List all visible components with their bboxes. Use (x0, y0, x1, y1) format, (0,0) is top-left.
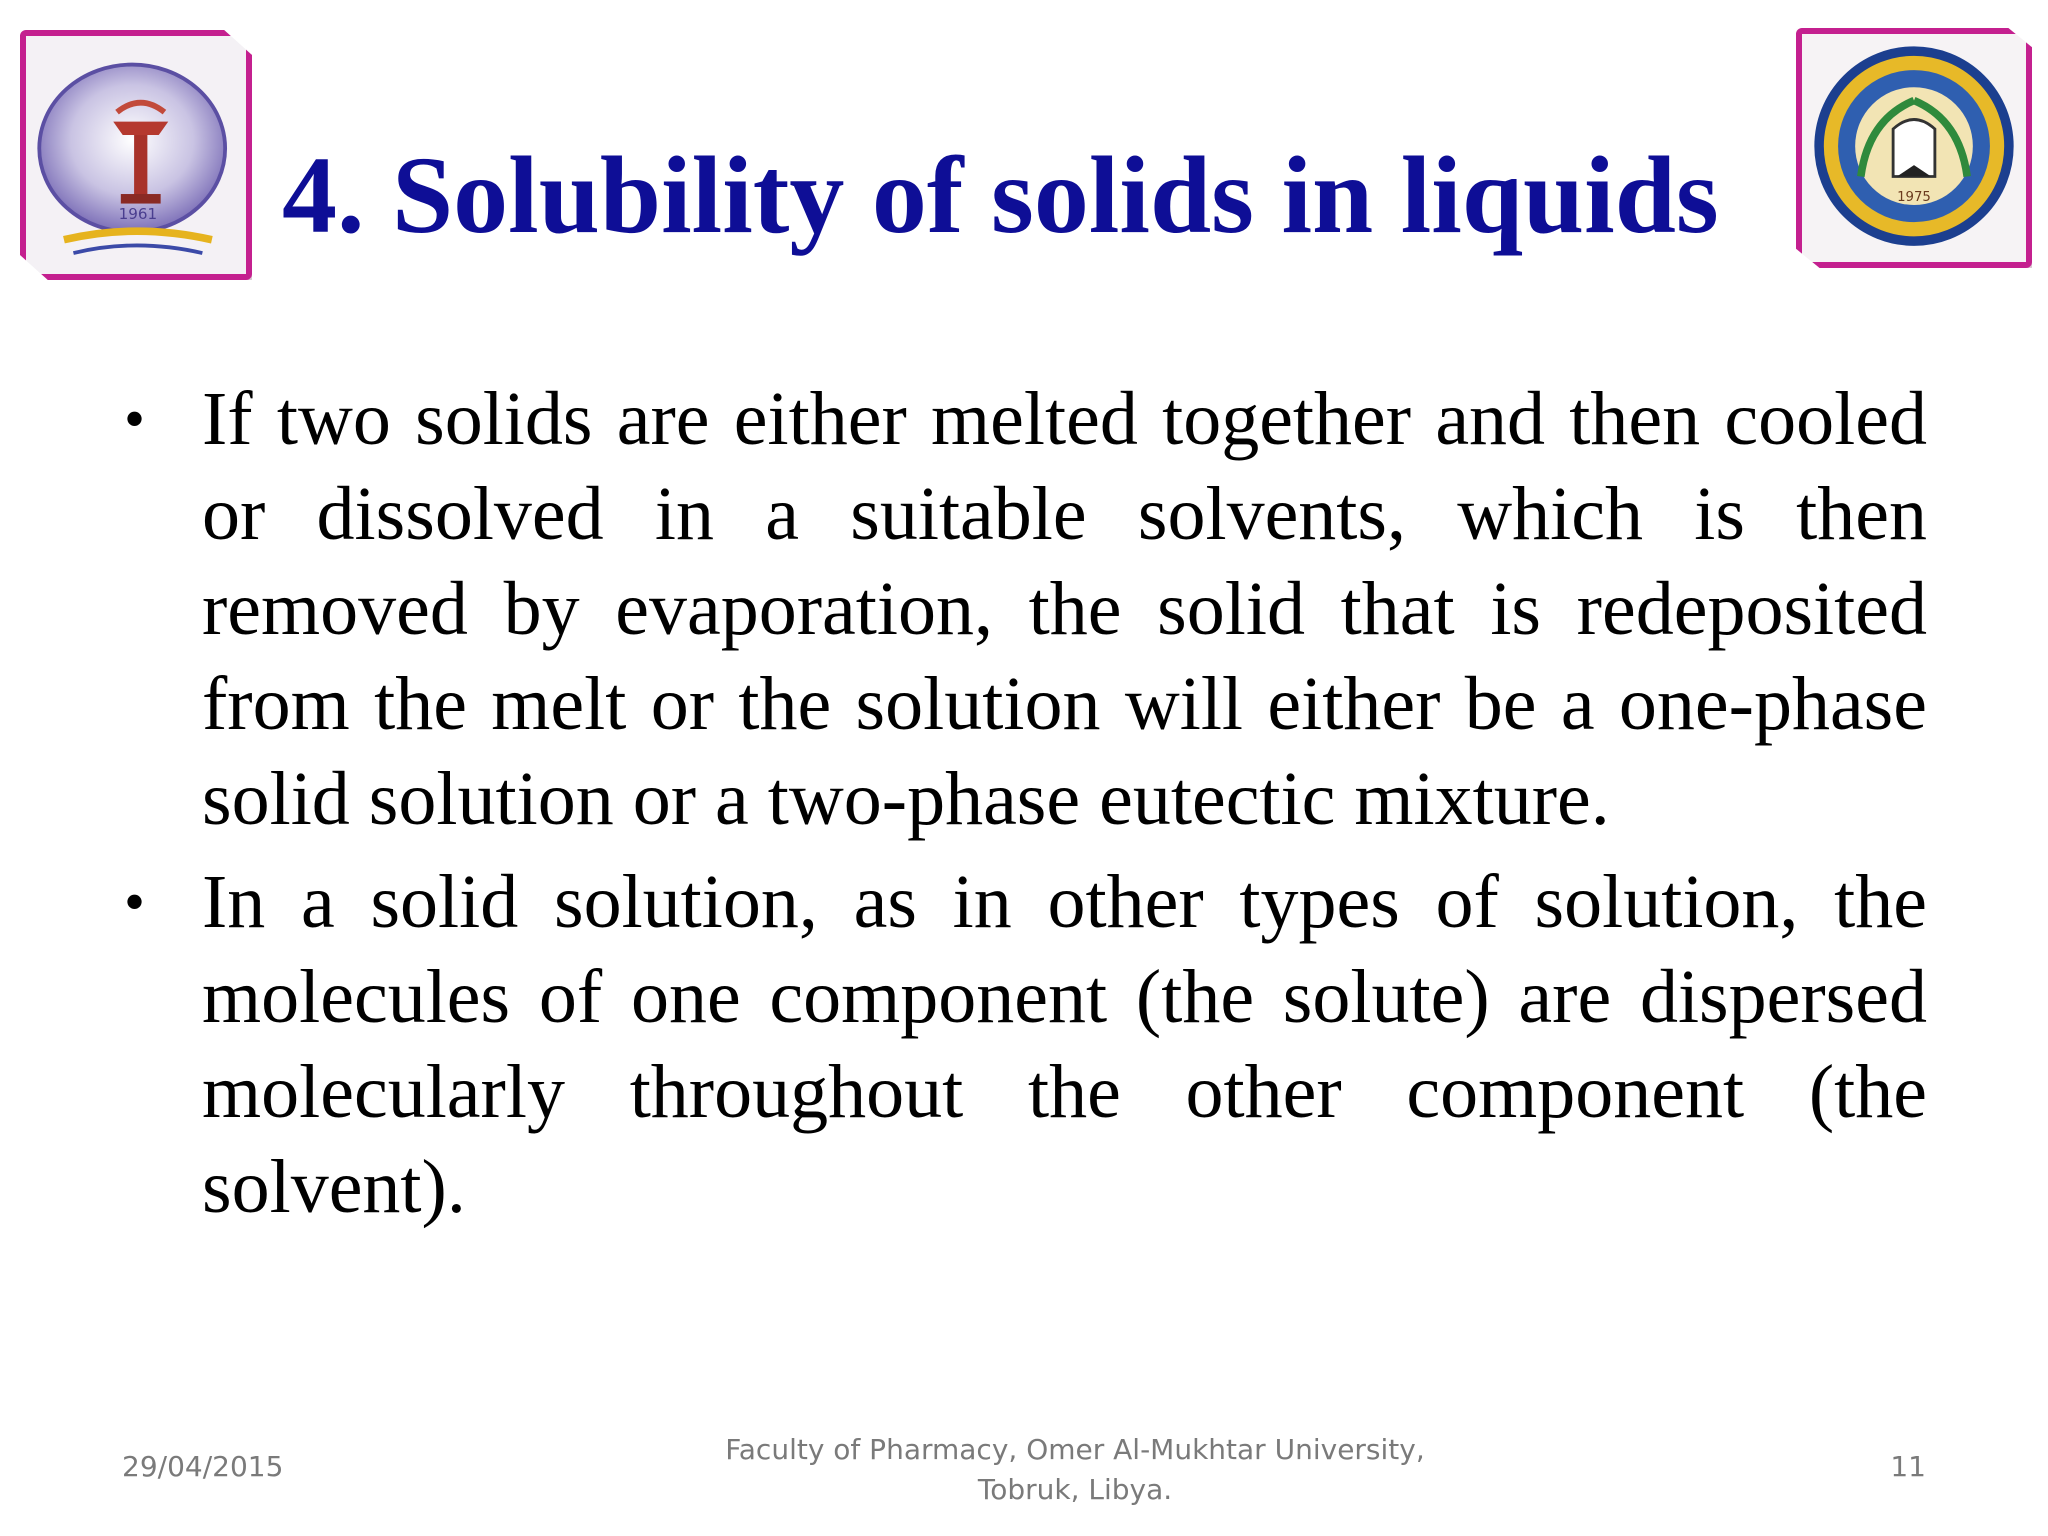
university-logo-year: 1975 (1897, 190, 1931, 206)
university-logo (1796, 28, 2032, 268)
bullet-dot-icon: • (124, 869, 146, 935)
bullet-item (112, 855, 1927, 1235)
bullet-text: If two solids are either melted together and then cooled or dissolved in a suitable solvents, which is then removed by evaporation, the solid that is redeposited from the melt or the solution will either be a one-phase solid solution or a two-phase eutectic mixture. (202, 377, 1927, 841)
bullet-dot-icon: • (124, 386, 146, 452)
page-number: 11 (1890, 1450, 1926, 1483)
faculty-emblem-icon (26, 36, 246, 274)
bullet-list (112, 372, 1927, 1243)
university-seal-icon (1802, 34, 2026, 262)
slide-title: 4. Solubility of solids in liquids (282, 134, 1719, 256)
faculty-logo-year: 1961 (118, 204, 158, 223)
faculty-logo (20, 30, 252, 280)
bullet-text: In a solid solution, as in other types of solution, the molecules of one component (the solute) are dispersed molecularly throughout the other component (the solvent). (202, 860, 1927, 1229)
footer-institution-line1: Faculty of Pharmacy, Omer Al-Mukhtar University, (725, 1433, 1425, 1466)
footer-institution (675, 1430, 1475, 1510)
footer-date: 29/04/2015 (122, 1450, 284, 1483)
bullet-item (112, 372, 1927, 847)
footer-institution-line2: Tobruk, Libya. (977, 1473, 1173, 1506)
